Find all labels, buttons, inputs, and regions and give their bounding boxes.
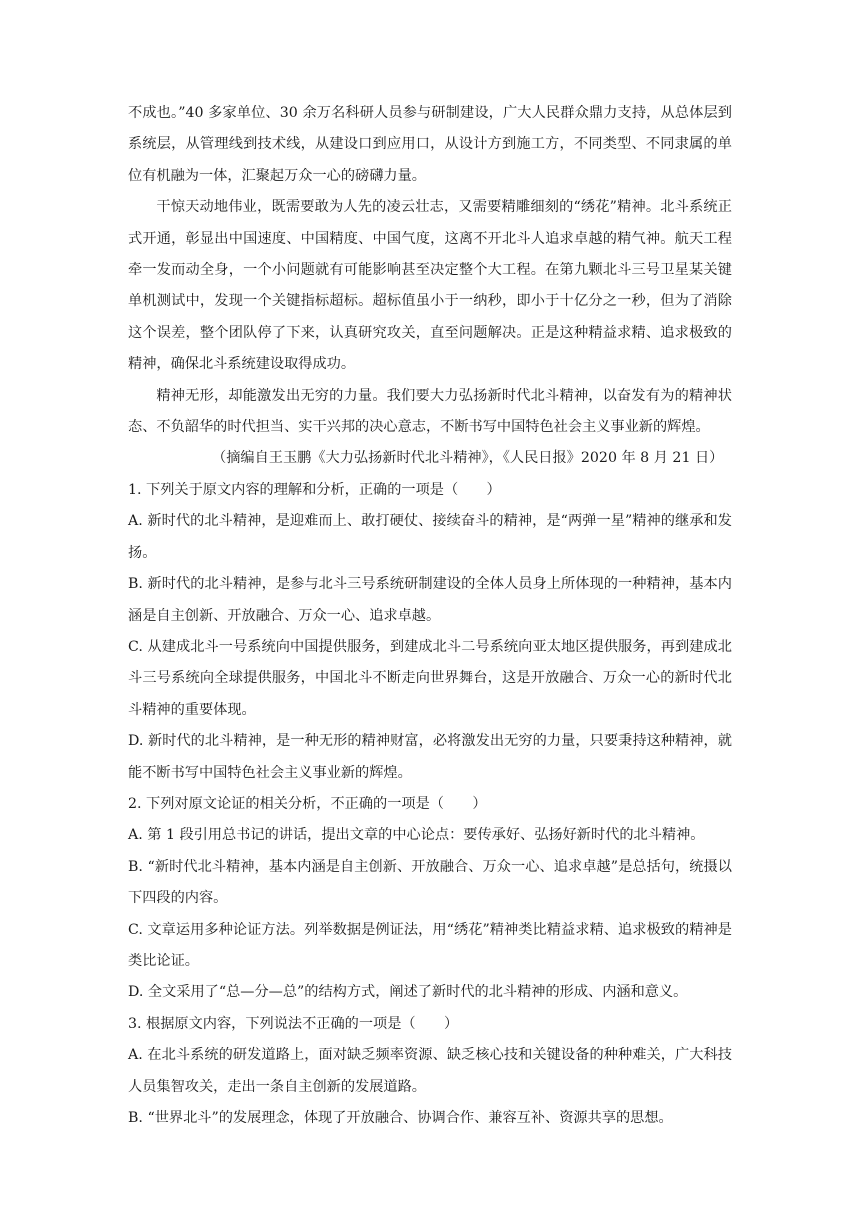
document-page <box>128 98 732 1134</box>
question-stem: 3. 根据原文内容，下列说法不正确的一项是（ ） <box>128 1015 459 1032</box>
question-stem: 1. 下列关于原文内容的理解和分析，正确的一项是（ ） <box>128 481 501 498</box>
question-option: B. “新时代北斗精神，基本内涵是自主创新、开放融合、万众一心、追求卓越”是总括句，统摄以下四段的内容。 <box>128 858 732 907</box>
question-2 <box>128 789 732 1009</box>
question-option: B. “世界北斗”的发展理念，体现了开放融合、协调合作、兼容互补、资源共享的思想。 <box>128 1110 673 1126</box>
question-option: C. 从建成北斗一号系统向中国提供服务，到建成北斗二号系统向亚太地区提供服务，再到建成北斗三号系统向全球提供服务，中国北斗不断走向世界舞台，这是开放融合、万众一心的新时代北斗精神的重要体现。 <box>128 638 732 718</box>
article-source: （摘编自王玉鹏《大力弘扬新时代北斗精神》，《人民日报》2020 年 8 月 21 日） <box>212 450 724 467</box>
question-option: D. 新时代的北斗精神，是一种无形的精神财富，必将激发出无穷的力量，只要秉持这种精神，就能不断书写中国特色社会主义事业新的辉煌。 <box>128 733 732 781</box>
question-1 <box>128 475 732 789</box>
question-option: D. 全文采用了“总—分—总”的结构方式，阐述了新时代的北斗精神的形成、内涵和意义。 <box>128 984 688 1001</box>
question-option: A. 第 1 段引用总书记的讲话，提出文章的中心论点：要传承好、弘扬好新时代的北斗精神。 <box>128 827 705 844</box>
question-3 <box>128 1009 732 1135</box>
article-paragraph-1: 不成也。”40 多家单位、30 余万名科研人员参与研制建设，广大人民群众鼎力支持，从总体层到系统层，从管理线到技术线，从建设口到应用口，从设计方到施工方，不同类型、不同隶属的单位有机融为一体，汇聚起万众一心的磅礴力量。 <box>128 105 732 184</box>
question-stem: 2. 下列对原文论证的相关分析，不正确的一项是（ ） <box>128 795 487 812</box>
question-option: A. 在北斗系统的研发道路上，面对缺乏频率资源、缺乏核心技和关键设备的种种难关，广大科技人员集智攻关，走出一条自主创新的发展道路。 <box>128 1047 732 1095</box>
question-option: C. 文章运用多种论证方法。列举数据是例证法，用“绣花”精神类比精益求精、追求极致的精神是类比论证。 <box>128 921 732 969</box>
article-paragraph-2: 干惊天动地伟业，既需要敢为人先的凌云壮志，又需要精雕细刻的“绣花”精神。北斗系统正式开通，彰显出中国速度、中国精度、中国气度，这离不开北斗人追求卓越的精气神。航天工程牵一发而动全身，一个小问题就有可能影响甚至决定整个大工程。在第九颗北斗三号卫星某关键单机测试中，发现一个关键指标超标。超标值虽小于一纳秒，即小于十亿分之一秒，但为了消除这个误差，整个团队停了下来，认真研究攻关，直至问题解决。正是这种精益求精、追求极致的精神，确保北斗系统建设取得成功。 <box>128 199 732 373</box>
question-option: A. 新时代的北斗精神，是迎难而上、敢打硬仗、接续奋斗的精神，是“两弹一星”精神的继承和发扬。 <box>128 513 732 561</box>
article-paragraph-3: 精神无形，却能激发出无穷的力量。我们要大力弘扬新时代北斗精神，以奋发有为的精神状态、不负韶华的时代担当、实干兴邦的决心意志，不断书写中国特色社会主义事业新的辉煌。 <box>128 387 732 436</box>
question-option: B. 新时代的北斗精神，是参与北斗三号系统研制建设的全体人员身上所体现的一种精神，基本内涵是自主创新、开放融合、万众一心、追求卓越。 <box>128 576 732 624</box>
